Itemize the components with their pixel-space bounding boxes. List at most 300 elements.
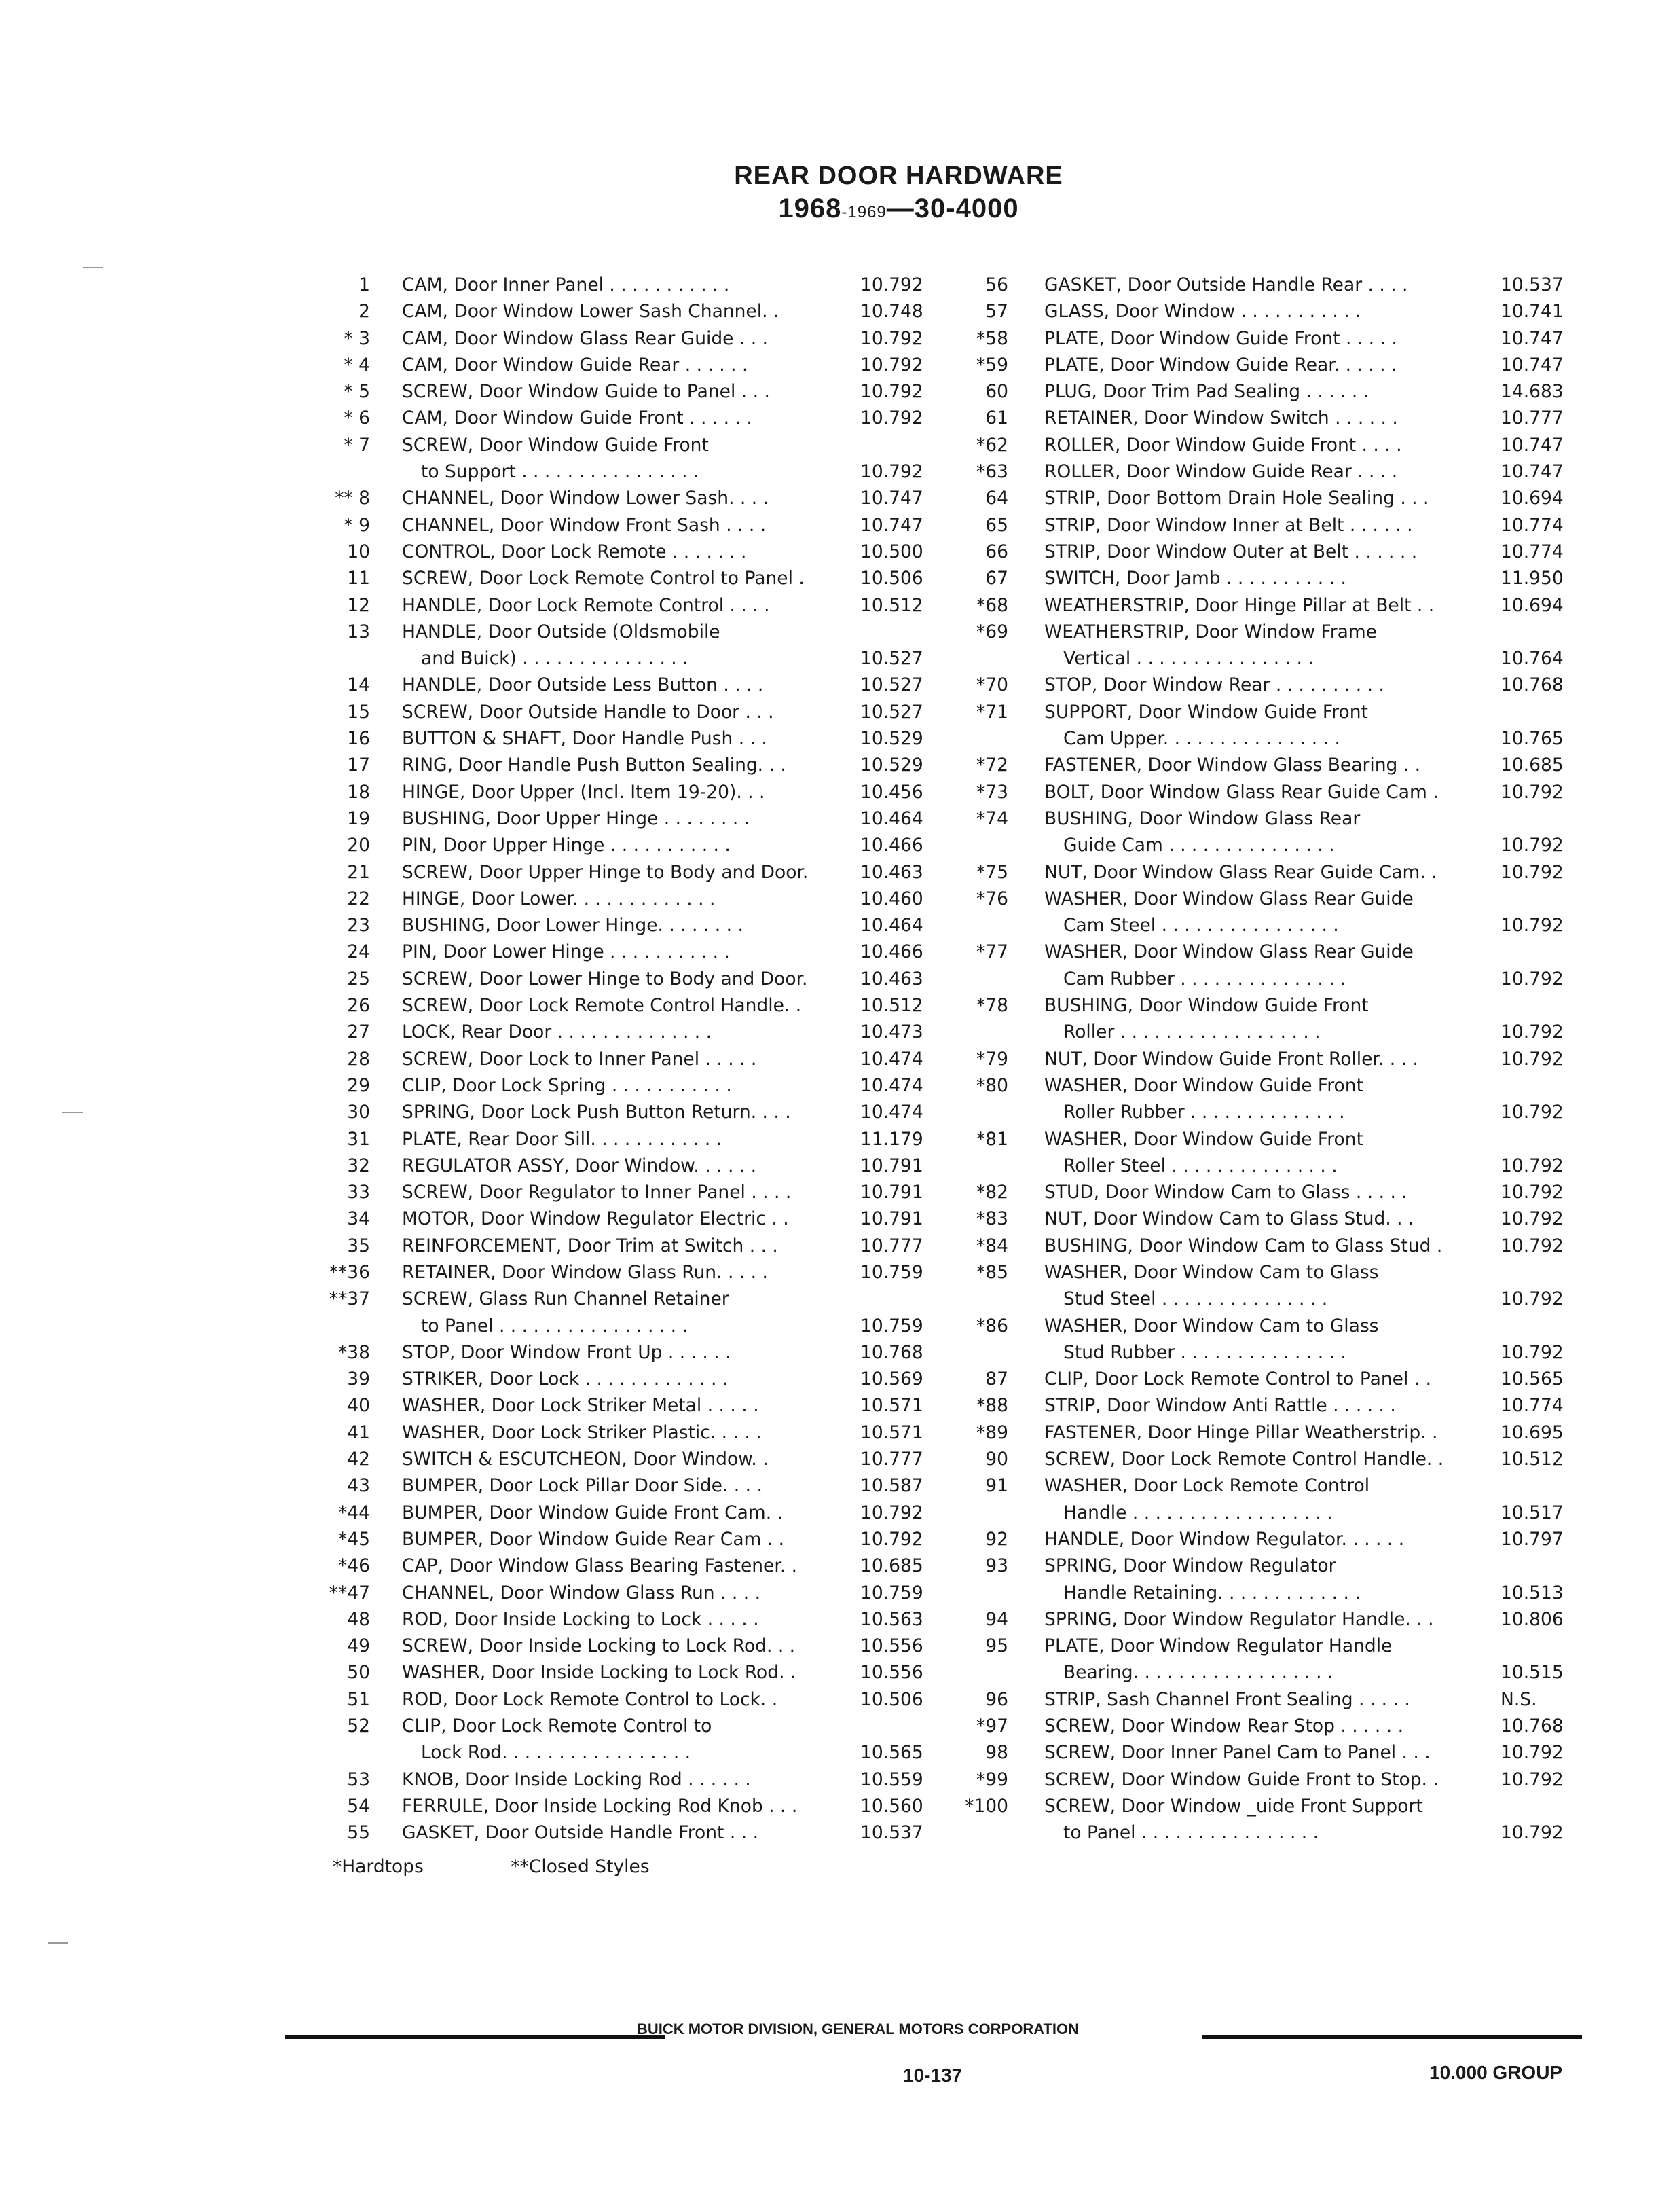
part-description: RING, Door Handle Push Button Sealing. . .: [402, 755, 786, 776]
part-description: PLATE, Door Window Regulator Handle: [1044, 1635, 1393, 1657]
part-row: [299, 1526, 930, 1553]
part-group-code: 10.792: [1501, 1742, 1564, 1764]
part-number: ** 8: [335, 488, 370, 509]
part-group-code: 11.950: [1501, 568, 1564, 590]
part-description: CHANNEL, Door Window Glass Run . . . .: [402, 1582, 760, 1603]
part-row: [299, 352, 930, 378]
part-group-code: 10.748: [860, 301, 923, 323]
part-row: [951, 1659, 1582, 1686]
part-row: [299, 1819, 930, 1846]
part-row: [299, 645, 930, 672]
part-number: 28: [347, 1048, 370, 1070]
part-description: BOLT, Door Window Glass Rear Guide Cam .: [1044, 781, 1439, 803]
part-group-code: 10.792: [1501, 835, 1564, 856]
part-description: RETAINER, Door Window Glass Run. . . . .: [402, 1261, 768, 1283]
part-number: 52: [347, 1716, 370, 1737]
part-row: [299, 405, 930, 431]
group-number: 10.000 GROUP: [1429, 2062, 1563, 2083]
part-group-code: 10.792: [860, 461, 923, 483]
part-description: SCREW, Glass Run Channel Retainer: [402, 1288, 729, 1310]
part-number: 26: [347, 995, 370, 1017]
part-row: [951, 1606, 1582, 1633]
part-description: WASHER, Door Lock Striker Metal . . . . .: [402, 1395, 759, 1417]
part-group-code: 10.791: [860, 1155, 923, 1176]
page-number: 10-137: [903, 2065, 963, 2086]
part-description: Bearing. . . . . . . . . . . . . . . . . .: [1063, 1662, 1333, 1684]
part-description: SCREW, Door Window Rear Stop . . . . . .: [1044, 1716, 1404, 1737]
part-number: 35: [347, 1235, 370, 1256]
part-row: [951, 1233, 1582, 1259]
part-number: *89: [976, 1421, 1008, 1443]
part-description: Roller . . . . . . . . . . . . . . . . . .: [1063, 1021, 1321, 1043]
part-description: MOTOR, Door Window Regulator Electric . .: [402, 1208, 789, 1230]
part-row: [951, 966, 1582, 992]
part-description: HANDLE, Door Lock Remote Control . . . .: [402, 594, 770, 616]
part-description: Cam Steel . . . . . . . . . . . . . . . .: [1063, 915, 1339, 937]
part-row: [951, 298, 1582, 325]
scan-mark: [48, 1942, 68, 1944]
part-number: 21: [347, 861, 370, 883]
part-description: ROLLER, Door Window Guide Front . . . .: [1044, 434, 1402, 456]
part-row: [951, 565, 1582, 592]
part-row: [299, 619, 930, 645]
part-number: 24: [347, 941, 370, 963]
part-description: SCREW, Door Lock Remote Control Handle. .: [402, 995, 802, 1017]
part-description: Stud Rubber . . . . . . . . . . . . . . .: [1063, 1341, 1346, 1363]
part-row: [299, 1019, 930, 1045]
part-description: ROLLER, Door Window Guide Rear . . . .: [1044, 461, 1398, 483]
part-group-code: 10.768: [1501, 674, 1564, 696]
part-row: [299, 485, 930, 511]
part-group-code: 10.694: [1501, 488, 1564, 509]
part-number: **47: [329, 1582, 370, 1603]
part-description: CHANNEL, Door Window Front Sash . . . .: [402, 514, 767, 536]
part-description: CAM, Door Window Lower Sash Channel. .: [402, 301, 779, 323]
part-description: SPRING, Door Window Regulator Handle. . .: [1044, 1608, 1434, 1630]
part-row: [951, 325, 1582, 352]
footnote-hardtops: *Hardtops: [333, 1856, 424, 1877]
part-row: [299, 1126, 930, 1153]
part-row: [951, 1366, 1582, 1392]
part-row: [951, 1580, 1582, 1606]
part-number: 66: [985, 541, 1008, 562]
part-description: Vertical . . . . . . . . . . . . . . . .: [1063, 648, 1314, 670]
part-group-code: 10.741: [1501, 301, 1564, 323]
part-group-code: 10.792: [860, 274, 923, 295]
part-group-code: 10.529: [860, 755, 923, 776]
part-group-code: 10.777: [1501, 407, 1564, 429]
part-row: [951, 378, 1582, 405]
footnote-closed-styles: **Closed Styles: [511, 1856, 650, 1877]
page-title: [0, 162, 1675, 224]
part-group-code: 10.513: [1501, 1582, 1564, 1603]
part-row: [951, 619, 1582, 645]
part-description: SCREW, Door Lock Remote Control Handle. .: [1044, 1449, 1444, 1470]
part-row: [299, 1366, 930, 1392]
part-description: SWITCH & ESCUTCHEON, Door Window. .: [402, 1449, 769, 1470]
part-row: [299, 779, 930, 805]
part-description: BUMPER, Door Window Guide Front Cam. .: [402, 1502, 784, 1523]
part-description: BUTTON & SHAFT, Door Handle Push . . .: [402, 728, 767, 750]
part-number: 96: [985, 1688, 1008, 1710]
part-description: REGULATOR ASSY, Door Window. . . . . .: [402, 1155, 757, 1176]
part-number: 12: [347, 594, 370, 616]
part-description: to Panel . . . . . . . . . . . . . . . .: [1063, 1822, 1319, 1844]
part-description: WASHER, Door Window Glass Rear Guide: [1044, 941, 1414, 963]
part-row: [299, 325, 930, 352]
part-group-code: 10.529: [860, 728, 923, 750]
part-row: [951, 1099, 1582, 1125]
part-description: Stud Steel . . . . . . . . . . . . . . .: [1063, 1288, 1328, 1310]
part-description: BUMPER, Door Lock Pillar Door Side. . . .: [402, 1475, 762, 1497]
part-description: STRIP, Sash Channel Front Sealing . . . . .: [1044, 1688, 1410, 1710]
part-description: SWITCH, Door Jamb . . . . . . . . . . .: [1044, 568, 1346, 590]
part-number: 25: [347, 968, 370, 990]
part-row: [299, 1793, 930, 1819]
part-description: SCREW, Door Window _uide Front Support: [1044, 1795, 1423, 1817]
part-number: *62: [976, 434, 1008, 456]
part-number: 20: [347, 835, 370, 856]
part-group-code: 10.792: [860, 1502, 923, 1523]
part-description: NUT, Door Window Glass Rear Guide Cam. .: [1044, 861, 1437, 883]
part-description: BUSHING, Door Window Guide Front: [1044, 995, 1369, 1017]
part-description: SUPPORT, Door Window Guide Front: [1044, 701, 1368, 723]
part-row: [299, 1766, 930, 1793]
part-description: to Panel . . . . . . . . . . . . . . . . .: [421, 1315, 688, 1337]
part-row: [299, 1446, 930, 1472]
part-number: 48: [347, 1608, 370, 1630]
part-group-code: 10.768: [860, 1341, 923, 1363]
part-description: BUMPER, Door Window Guide Rear Cam . .: [402, 1528, 785, 1550]
part-row: [299, 432, 930, 458]
part-row: [951, 432, 1582, 458]
part-row: [951, 512, 1582, 539]
scan-mark: [83, 267, 103, 268]
footer-corporation: BUICK MOTOR DIVISION, GENERAL MOTORS CORPORATION: [636, 2020, 1080, 2037]
part-row: [299, 1259, 930, 1286]
part-description: CAM, Door Inner Panel . . . . . . . . . . .: [402, 274, 730, 295]
part-description: SCREW, Door Lock to Inner Panel . . . . .: [402, 1048, 757, 1070]
part-row: [299, 1099, 930, 1125]
part-row: [951, 1313, 1582, 1339]
part-description: SCREW, Door Window Guide to Panel . . .: [402, 381, 770, 403]
part-group-code: 10.792: [1501, 1235, 1564, 1256]
part-row: [951, 1526, 1582, 1553]
part-row: [299, 272, 930, 298]
part-number: *85: [976, 1261, 1008, 1283]
part-description: STOP, Door Window Rear . . . . . . . . . .: [1044, 674, 1384, 696]
part-description: STRIKER, Door Lock . . . . . . . . . . . . .: [402, 1368, 729, 1390]
part-group-code: 10.565: [860, 1742, 923, 1764]
part-row: [951, 939, 1582, 965]
part-number: *84: [976, 1235, 1008, 1256]
part-group-code: 10.774: [1501, 1395, 1564, 1417]
part-description: FERRULE, Door Inside Locking Rod Knob . . .: [402, 1795, 798, 1817]
part-group-code: 10.587: [860, 1475, 923, 1497]
part-row: [951, 1500, 1582, 1526]
part-group-code: 10.759: [860, 1315, 923, 1337]
part-group-code: 10.463: [860, 968, 923, 990]
part-group-code: 10.792: [1501, 1102, 1564, 1123]
part-number: * 4: [344, 354, 370, 376]
part-number: 60: [985, 381, 1008, 403]
part-row: [299, 1553, 930, 1579]
years-main: 1968: [778, 194, 842, 223]
part-row: [299, 565, 930, 592]
part-number: *63: [976, 461, 1008, 483]
part-group-code: 10.685: [860, 1555, 923, 1577]
part-group-code: 10.792: [1501, 1769, 1564, 1790]
part-row: [299, 512, 930, 539]
part-row: [299, 1686, 930, 1713]
part-number: **36: [329, 1261, 370, 1283]
part-number: *88: [976, 1395, 1008, 1417]
part-number: 18: [347, 781, 370, 803]
part-row: [951, 1046, 1582, 1072]
part-description: BUSHING, Door Upper Hinge . . . . . . . .: [402, 808, 750, 829]
part-group-code: 10.792: [860, 381, 923, 403]
part-description: Cam Upper. . . . . . . . . . . . . . . .: [1063, 728, 1340, 750]
part-number: *81: [976, 1128, 1008, 1150]
part-description: CHANNEL, Door Window Lower Sash. . . .: [402, 488, 769, 509]
part-description: SCREW, Door Lower Hinge to Body and Door.: [402, 968, 808, 990]
part-group-code: 10.560: [860, 1795, 923, 1817]
part-description: WEATHERSTRIP, Door Window Frame: [1044, 621, 1377, 642]
part-group-code: 10.747: [1501, 327, 1564, 349]
part-group-code: 10.792: [1501, 1021, 1564, 1043]
part-group-code: 10.537: [860, 1822, 923, 1844]
part-group-code: 10.759: [860, 1582, 923, 1603]
part-group-code: 10.463: [860, 861, 923, 883]
part-number: 64: [985, 488, 1008, 509]
part-group-code: 10.506: [860, 568, 923, 590]
part-number: 14: [347, 674, 370, 696]
part-description: NUT, Door Window Cam to Glass Stud. . .: [1044, 1208, 1414, 1230]
part-description: WASHER, Door Window Guide Front: [1044, 1128, 1363, 1150]
part-number: 10: [347, 541, 370, 562]
part-number: *97: [976, 1716, 1008, 1737]
part-group-code: 10.764: [1501, 648, 1564, 670]
part-description: GLASS, Door Window . . . . . . . . . . .: [1044, 301, 1361, 323]
part-group-code: 10.512: [1501, 1449, 1564, 1470]
part-row: [951, 725, 1582, 752]
part-row: [951, 886, 1582, 912]
parts-list-right: [951, 272, 1582, 1847]
part-row: [951, 1419, 1582, 1446]
part-number: 41: [347, 1421, 370, 1443]
part-number: 32: [347, 1155, 370, 1176]
part-number: 23: [347, 915, 370, 937]
part-number: *77: [976, 941, 1008, 963]
part-number: *80: [976, 1074, 1008, 1096]
part-group-code: 10.774: [1501, 541, 1564, 562]
part-description: STUD, Door Window Cam to Glass . . . . .: [1044, 1182, 1407, 1203]
part-description: KNOB, Door Inside Locking Rod . . . . . .: [402, 1769, 751, 1790]
part-group-code: 10.517: [1501, 1502, 1564, 1523]
part-description: PIN, Door Lower Hinge . . . . . . . . . . .: [402, 941, 730, 963]
part-description: WASHER, Door Lock Remote Control: [1044, 1475, 1370, 1497]
part-description: Guide Cam . . . . . . . . . . . . . . .: [1063, 835, 1335, 856]
part-row: [951, 539, 1582, 565]
part-number: *76: [976, 888, 1008, 909]
part-number: 1: [358, 274, 370, 295]
part-description: SCREW, Door Lock Remote Control to Panel .: [402, 568, 805, 590]
part-number: *79: [976, 1048, 1008, 1070]
part-number: *83: [976, 1208, 1008, 1230]
part-number: 53: [347, 1769, 370, 1790]
part-number: 43: [347, 1475, 370, 1497]
part-group-code: 10.515: [1501, 1662, 1564, 1684]
part-group-code: 10.460: [860, 888, 923, 909]
part-group-code: 10.512: [860, 594, 923, 616]
part-description: PLATE, Door Window Guide Rear. . . . . .: [1044, 354, 1397, 376]
part-row: [299, 1286, 930, 1312]
part-group-code: 10.791: [860, 1208, 923, 1230]
part-group-code: 10.694: [1501, 594, 1564, 616]
part-group-code: 10.747: [1501, 434, 1564, 456]
part-row: [951, 992, 1582, 1019]
part-row: [951, 1766, 1582, 1793]
part-number: 61: [985, 407, 1008, 429]
part-description: BUSHING, Door Window Cam to Glass Stud .: [1044, 1235, 1443, 1256]
part-group-code: 10.792: [860, 327, 923, 349]
part-description: GASKET, Door Outside Handle Rear . . . .: [1044, 274, 1408, 295]
part-group-code: 10.474: [860, 1074, 923, 1096]
part-row: [951, 752, 1582, 778]
part-number: 91: [985, 1475, 1008, 1497]
part-description: CAM, Door Window Glass Rear Guide . . .: [402, 327, 769, 349]
part-row: [299, 298, 930, 325]
part-description: STOP, Door Window Front Up . . . . . .: [402, 1341, 731, 1363]
part-row: [299, 1659, 930, 1686]
part-group-code: 10.792: [860, 407, 923, 429]
part-number: *74: [976, 808, 1008, 829]
part-row: [299, 886, 930, 912]
part-description: PLATE, Door Window Guide Front . . . . .: [1044, 327, 1397, 349]
part-description: FASTENER, Door Hinge Pillar Weatherstrip. .: [1044, 1421, 1438, 1443]
part-row: [951, 832, 1582, 858]
part-group-code: 10.747: [860, 488, 923, 509]
part-group-code: 10.466: [860, 941, 923, 963]
part-row: [299, 912, 930, 939]
part-number: 15: [347, 701, 370, 723]
part-description: WASHER, Door Inside Locking to Lock Rod. .: [402, 1662, 796, 1684]
part-row: [951, 352, 1582, 378]
part-number: 95: [985, 1635, 1008, 1657]
part-row: [299, 992, 930, 1019]
part-description: SCREW, Door Outside Handle to Door . . .: [402, 701, 774, 723]
part-row: [299, 1739, 930, 1766]
part-number: 40: [347, 1395, 370, 1417]
part-row: [299, 1500, 930, 1526]
part-row: [299, 458, 930, 485]
part-group-code: 10.527: [860, 701, 923, 723]
part-description: Lock Rod. . . . . . . . . . . . . . . . .: [421, 1742, 691, 1764]
part-group-code: 10.759: [860, 1261, 923, 1283]
part-row: [299, 1472, 930, 1499]
part-description: CAM, Door Window Guide Front . . . . . .: [402, 407, 752, 429]
part-row: [951, 1446, 1582, 1472]
part-row: [951, 485, 1582, 511]
part-description: SCREW, Door Regulator to Inner Panel . . . .: [402, 1182, 792, 1203]
part-number: *73: [976, 781, 1008, 803]
part-description: to Support . . . . . . . . . . . . . . . .: [421, 461, 699, 483]
part-row: [299, 1606, 930, 1633]
part-group-code: 10.506: [860, 1688, 923, 1710]
part-row: [299, 859, 930, 886]
part-number: * 6: [344, 407, 370, 429]
part-description: STRIP, Door Window Inner at Belt . . . . . .: [1044, 514, 1413, 536]
part-number: 16: [347, 728, 370, 750]
part-number: *59: [976, 354, 1008, 376]
footnotes: [333, 1856, 731, 1877]
title-years: [0, 194, 1675, 224]
part-group-code: 10.466: [860, 835, 923, 856]
part-row: [299, 966, 930, 992]
part-row: [299, 832, 930, 858]
part-description: Handle . . . . . . . . . . . . . . . . . .: [1063, 1502, 1333, 1523]
part-number: 11: [347, 568, 370, 590]
part-number: 54: [347, 1795, 370, 1817]
part-number: 94: [985, 1608, 1008, 1630]
part-description: and Buick) . . . . . . . . . . . . . . .: [421, 648, 688, 670]
part-description: LOCK, Rear Door . . . . . . . . . . . . . .: [402, 1021, 712, 1043]
part-description: HANDLE, Door Outside (Oldsmobile: [402, 621, 720, 642]
part-row: [299, 725, 930, 752]
part-description: CAP, Door Window Glass Bearing Fastener. .: [402, 1555, 798, 1577]
part-number: 93: [985, 1555, 1008, 1577]
part-row: [299, 1392, 930, 1419]
parts-list-left: [299, 272, 930, 1847]
part-description: RETAINER, Door Window Switch . . . . . .: [1044, 407, 1398, 429]
part-description: STRIP, Door Window Outer at Belt . . . . . .: [1044, 541, 1418, 562]
part-group-code: 10.747: [860, 514, 923, 536]
part-group-code: 10.464: [860, 808, 923, 829]
part-description: ROD, Door Lock Remote Control to Lock. .: [402, 1688, 778, 1710]
part-row: [299, 539, 930, 565]
part-description: PIN, Door Upper Hinge . . . . . . . . . . .: [402, 835, 731, 856]
part-number: *46: [338, 1555, 370, 1577]
part-group-code: 10.792: [1501, 968, 1564, 990]
part-row: [951, 1286, 1582, 1312]
part-row: [299, 592, 930, 619]
part-description: SPRING, Door Lock Push Button Return. . . .: [402, 1102, 791, 1123]
part-row: [299, 1072, 930, 1099]
part-group-code: 10.792: [1501, 1288, 1564, 1310]
part-number: *82: [976, 1182, 1008, 1203]
part-number: 27: [347, 1021, 370, 1043]
part-description: WASHER, Door Window Glass Rear Guide: [1044, 888, 1414, 909]
part-row: [299, 1313, 930, 1339]
part-group-code: 10.474: [860, 1048, 923, 1070]
part-number: 42: [347, 1449, 370, 1470]
part-group-code: 10.695: [1501, 1421, 1564, 1443]
part-group-code: 10.792: [1501, 1341, 1564, 1363]
part-number: 39: [347, 1368, 370, 1390]
part-number: *68: [976, 594, 1008, 616]
part-row: [299, 1580, 930, 1606]
part-group-code: 11.179: [860, 1128, 923, 1150]
part-row: [951, 699, 1582, 725]
part-number: 31: [347, 1128, 370, 1150]
part-number: 65: [985, 514, 1008, 536]
part-row: [299, 805, 930, 832]
part-number: *45: [338, 1528, 370, 1550]
part-row: [299, 1233, 930, 1259]
part-row: [951, 779, 1582, 805]
part-group-code: 10.765: [1501, 728, 1564, 750]
part-row: [951, 859, 1582, 886]
